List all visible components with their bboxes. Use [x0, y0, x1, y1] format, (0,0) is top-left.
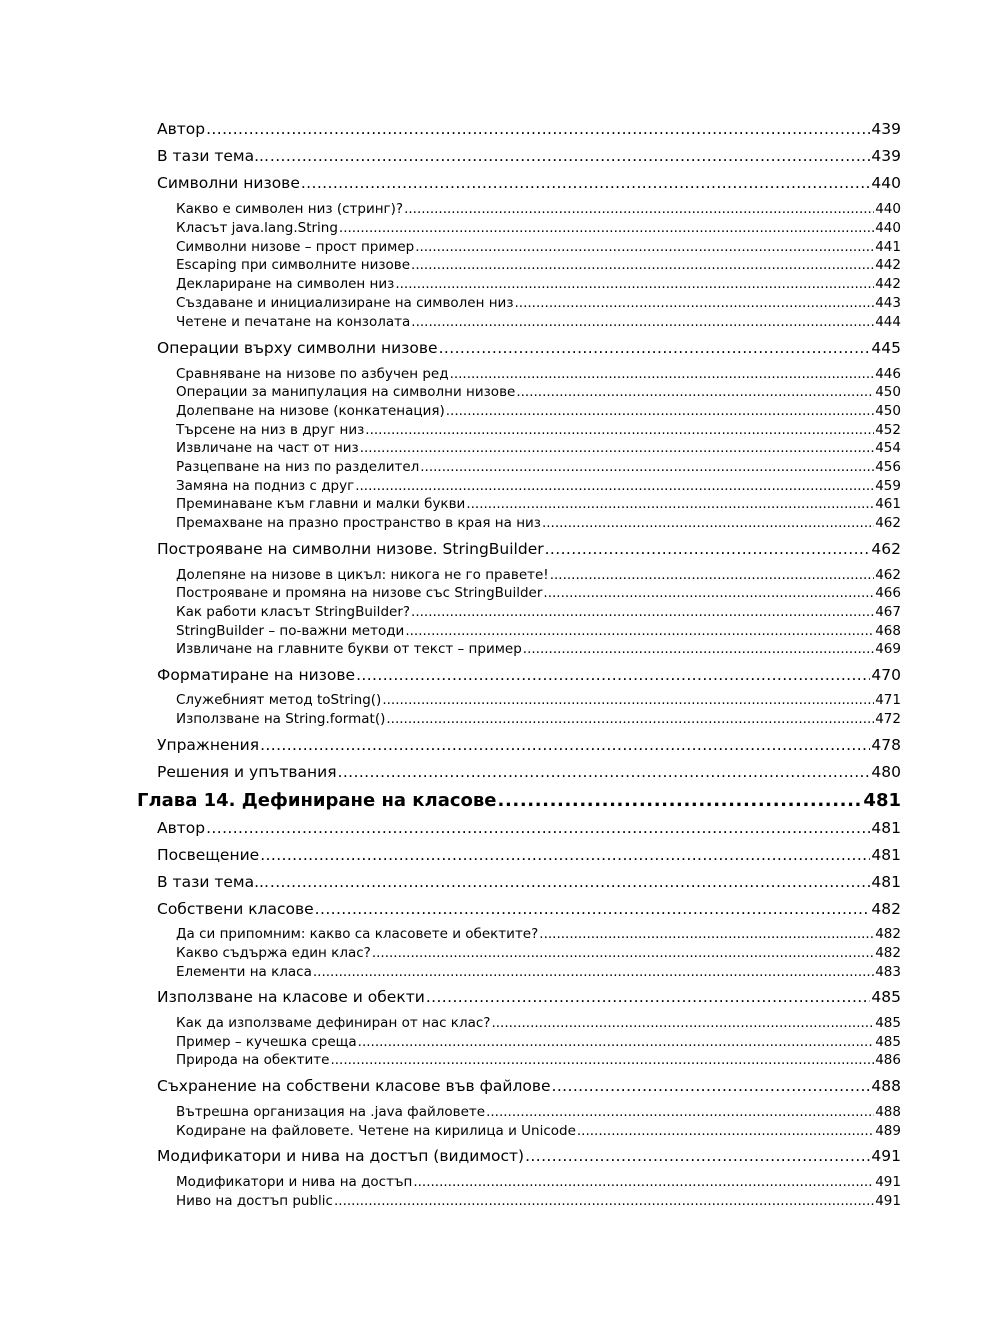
toc-entry-page: 468	[875, 623, 901, 639]
toc-entry[interactable]	[157, 1147, 901, 1165]
toc-entry-page: 485	[875, 1015, 901, 1031]
toc-entry-page: 467	[875, 604, 901, 620]
toc-subentry[interactable]	[176, 641, 901, 657]
toc-entry-page: 441	[875, 239, 901, 255]
toc-entry-title: Долепяне на низове в цикъл: никога не го правете!	[176, 567, 549, 583]
toc-entry-page: 445	[871, 339, 901, 357]
toc-entry[interactable]	[157, 1077, 901, 1095]
toc-dot-leader	[523, 641, 874, 657]
toc-entry-page: 482	[875, 926, 901, 942]
toc-entry-page: 450	[875, 403, 901, 419]
toc-entry-title: Символни низове – прост пример	[176, 239, 415, 255]
toc-dot-leader	[491, 1015, 874, 1031]
toc-entry[interactable]	[157, 873, 901, 891]
toc-subentry[interactable]	[176, 604, 901, 620]
toc-dot-leader	[356, 666, 870, 684]
toc-dot-leader	[550, 567, 875, 583]
toc-dot-leader	[498, 790, 863, 811]
toc-dot-leader	[539, 926, 874, 942]
toc-entry-title: Сравняване на низове по азбучен ред	[176, 366, 449, 382]
toc-dot-leader	[395, 276, 874, 292]
toc-dot-leader	[411, 257, 874, 273]
toc-entry-page: 440	[871, 174, 901, 192]
toc-entry-page: 489	[875, 1123, 901, 1139]
toc-entry-page: 442	[875, 257, 901, 273]
toc-entry-title: Използване на String.format()	[176, 711, 386, 727]
toc-dot-leader	[516, 384, 874, 400]
toc-dot-leader	[315, 900, 871, 918]
toc-entry-title: Построяване и промяна на низове със StringBuilder	[176, 585, 543, 601]
toc-entry-title: Упражнения	[157, 736, 260, 754]
toc-subentry[interactable]	[176, 1123, 901, 1139]
toc-entry-page: 480	[871, 763, 901, 781]
toc-dot-leader	[358, 1034, 875, 1050]
toc-entry-page: 470	[871, 666, 901, 684]
toc-subentry[interactable]	[176, 366, 901, 382]
toc-dot-leader	[515, 295, 875, 311]
toc-entry-page: 482	[871, 900, 901, 918]
toc-dot-leader	[446, 403, 874, 419]
toc-dot-leader	[542, 515, 874, 531]
toc-entry-title: Форматиране на низове	[157, 666, 356, 684]
toc-subentry[interactable]	[176, 257, 901, 273]
toc-entry-page: 440	[875, 220, 901, 236]
toc-dot-leader	[426, 988, 871, 1006]
toc-dot-leader	[313, 964, 874, 980]
toc-entry-title: Търсене на низ в друг низ	[176, 422, 365, 438]
toc-subentry[interactable]	[176, 692, 901, 708]
toc-entry-title: В тази тема...	[157, 147, 269, 165]
toc-dot-leader	[339, 220, 874, 236]
toc-subentry[interactable]	[176, 623, 901, 639]
toc-subentry[interactable]	[176, 1104, 901, 1120]
toc-dot-leader	[301, 174, 871, 192]
toc-entry[interactable]	[157, 540, 901, 558]
toc-entry-title: Операции върху символни низове	[157, 339, 438, 357]
toc-entry-title: Посвещение	[157, 846, 260, 864]
toc-entry-title: Извличане на главните букви от текст – пример	[176, 641, 522, 657]
toc-dot-leader	[450, 366, 875, 382]
toc-subentry[interactable]	[176, 496, 901, 512]
toc-entry[interactable]	[157, 174, 901, 192]
toc-entry-title: Служебният метод toString()	[176, 692, 382, 708]
toc-dot-leader	[413, 1174, 874, 1190]
toc-entry-page: 471	[875, 692, 901, 708]
toc-entry-title: Замяна на подниз с друг	[176, 478, 355, 494]
toc-entry-page: 481	[863, 790, 901, 811]
toc-entry-title: Escaping при символните низове	[176, 257, 411, 273]
toc-entry-title: Автор	[157, 819, 206, 837]
toc-entry-page: 491	[871, 1147, 901, 1165]
toc-chapter-heading[interactable]	[137, 790, 901, 811]
toc-entry-title: Построяване на символни низове. StringBuilder	[157, 540, 544, 558]
toc-entry-title: Автор	[157, 120, 206, 138]
toc-dot-leader	[334, 1193, 874, 1209]
toc-subentry[interactable]	[176, 585, 901, 601]
toc-dot-leader	[260, 736, 870, 754]
toc-entry[interactable]	[157, 736, 901, 754]
toc-subentry[interactable]	[176, 440, 901, 456]
toc-entry-page: 472	[875, 711, 901, 727]
toc-subentry[interactable]	[176, 1034, 901, 1050]
toc-subentry[interactable]	[176, 295, 901, 311]
toc-dot-leader	[420, 459, 874, 475]
toc-dot-leader	[545, 540, 871, 558]
toc-entry[interactable]	[157, 147, 901, 165]
toc-dot-leader	[360, 440, 875, 456]
toc-entry-page: 488	[875, 1104, 901, 1120]
toc-subentry[interactable]	[176, 422, 901, 438]
toc-entry-title: Долепване на низове (конкатенация)	[176, 403, 445, 419]
toc-entry-page: 483	[875, 964, 901, 980]
toc-entry-title: Собствени класове	[157, 900, 314, 918]
toc-dot-leader	[386, 711, 874, 727]
toc-entry-page: 439	[871, 120, 901, 138]
toc-dot-leader	[270, 147, 871, 165]
toc-entry-title: Модификатори и нива на достъп	[176, 1174, 413, 1190]
toc-entry-title: Съхранение на собствени класове във файлове	[157, 1077, 551, 1095]
toc-entry-title: Деклариране на символен низ	[176, 276, 395, 292]
toc-entry-title: Ниво на достъп public	[176, 1193, 333, 1209]
toc-entry-title: Премахване на празно пространство в края на низ	[176, 515, 541, 531]
toc-entry-page: 486	[875, 1052, 901, 1068]
toc-subentry[interactable]	[176, 1015, 901, 1031]
toc-entry-title: Използване на класове и обекти	[157, 988, 425, 1006]
toc-entry-title: Природа на обектите	[176, 1052, 330, 1068]
toc-dot-leader	[415, 239, 874, 255]
toc-entry-title: Символни низове	[157, 174, 300, 192]
toc-entry-page: 485	[871, 988, 901, 1006]
toc-entry-page: 456	[875, 459, 901, 475]
toc-entry-title: Извличане на част от низ	[176, 440, 359, 456]
toc-subentry[interactable]	[176, 403, 901, 419]
toc-entry-page: 442	[875, 276, 901, 292]
toc-entry-page: 462	[871, 540, 901, 558]
toc-entry[interactable]	[157, 763, 901, 781]
toc-entry-page: 466	[875, 585, 901, 601]
toc-subentry[interactable]	[176, 314, 901, 330]
toc-entry-page: 469	[875, 641, 901, 657]
toc-entry[interactable]	[157, 120, 901, 138]
toc-entry-page: 485	[875, 1034, 901, 1050]
toc-entry-page: 462	[875, 515, 901, 531]
toc-dot-leader	[577, 1123, 874, 1139]
toc-entry-page: 481	[871, 846, 901, 864]
toc-entry-title: Разцепване на низ по разделител	[176, 459, 420, 475]
toc-entry-title: Какво е символен низ (стринг)?	[176, 201, 404, 217]
toc-entry-page: 452	[875, 422, 901, 438]
toc-entry-page: 488	[871, 1077, 901, 1095]
toc-dot-leader	[355, 478, 874, 494]
toc-entry-title: StringBuilder – по-важни методи	[176, 623, 405, 639]
toc-subentry[interactable]	[176, 926, 901, 942]
toc-entry-page: 454	[875, 440, 901, 456]
toc-entry-title: Четене и печатане на конзолата	[176, 314, 411, 330]
toc-entry-page: 491	[875, 1193, 901, 1209]
toc-subentry[interactable]	[176, 515, 901, 531]
toc-dot-leader	[382, 692, 874, 708]
toc-dot-leader	[411, 604, 874, 620]
toc-entry-title: Създаване и инициализиране на символен низ	[176, 295, 514, 311]
toc-dot-leader	[405, 623, 874, 639]
toc-entry-title: В тази тема...	[157, 873, 269, 891]
toc-dot-leader	[411, 314, 874, 330]
toc-entry-title: Решения и упътвания	[157, 763, 337, 781]
toc-dot-leader	[439, 339, 871, 357]
toc-dot-leader	[206, 120, 870, 138]
toc-entry-page: 461	[875, 496, 901, 512]
toc-entry-title: Модификатори и нива на достъп (видимост)	[157, 1147, 525, 1165]
toc-dot-leader	[270, 873, 871, 891]
toc-subentry[interactable]	[176, 201, 901, 217]
toc-entry-page: 481	[871, 819, 901, 837]
toc-entry-page: 481	[871, 873, 901, 891]
toc-subentry[interactable]	[176, 1193, 901, 1209]
toc-dot-leader	[543, 585, 874, 601]
toc-subentry[interactable]	[176, 459, 901, 475]
toc-subentry[interactable]	[176, 964, 901, 980]
toc-entry-title: Как да използваме дефиниран от нас клас?	[176, 1015, 491, 1031]
toc-entry-page: 440	[875, 201, 901, 217]
toc-dot-leader	[466, 496, 874, 512]
toc-entry[interactable]	[157, 988, 901, 1006]
toc-dot-leader	[338, 763, 871, 781]
toc-dot-leader	[404, 201, 874, 217]
toc-subentry[interactable]	[176, 220, 901, 236]
toc-dot-leader	[552, 1077, 871, 1095]
toc-entry-title: Класът java.lang.String	[176, 220, 338, 236]
toc-subentry[interactable]	[176, 567, 901, 583]
toc-subentry[interactable]	[176, 384, 901, 400]
toc-entry-title: Пример – кучешка среща	[176, 1034, 357, 1050]
toc-dot-leader	[525, 1147, 870, 1165]
toc-dot-leader	[260, 846, 870, 864]
toc-subentry[interactable]	[176, 276, 901, 292]
toc-entry-page: 482	[875, 945, 901, 961]
toc-entry-title: Какво съдържа един клас?	[176, 945, 371, 961]
toc-entry-page: 446	[875, 366, 901, 382]
toc-entry-title: Кодиране на файловете. Четене на кирилица и Unicode	[176, 1123, 576, 1139]
toc-dot-leader	[372, 945, 874, 961]
toc-entry-title: Преминаване към главни и малки букви	[176, 496, 466, 512]
toc-entry-page: 443	[875, 295, 901, 311]
toc-subentry[interactable]	[176, 711, 901, 727]
toc-entry-page: 444	[875, 314, 901, 330]
toc-subentry[interactable]	[176, 1052, 901, 1068]
toc-entry[interactable]	[157, 846, 901, 864]
toc-entry[interactable]	[157, 900, 901, 918]
toc-entry[interactable]	[157, 666, 901, 684]
toc-dot-leader	[486, 1104, 874, 1120]
toc-entry-title: Вътрешна организация на .java файловете	[176, 1104, 486, 1120]
toc-entry-page: 439	[871, 147, 901, 165]
toc-dot-leader	[365, 422, 874, 438]
toc-entry-page: 478	[871, 736, 901, 754]
toc-entry-title: Елементи на класа	[176, 964, 312, 980]
toc-entry[interactable]	[157, 339, 901, 357]
toc-entry[interactable]	[157, 819, 901, 837]
toc-subentry[interactable]	[176, 478, 901, 494]
toc-entry-title: Да си припомним: какво са класовете и обектите?	[176, 926, 539, 942]
toc-subentry[interactable]	[176, 239, 901, 255]
toc-subentry[interactable]	[176, 945, 901, 961]
toc-entry-page: 459	[875, 478, 901, 494]
toc-entry-page: 462	[875, 567, 901, 583]
toc-entry-page: 491	[875, 1174, 901, 1190]
toc-dot-leader	[206, 819, 870, 837]
toc-subentry[interactable]	[176, 1174, 901, 1190]
toc-dot-leader	[330, 1052, 874, 1068]
toc-entry-title: Операции за манипулация на символни низове	[176, 384, 516, 400]
toc-entry-title: Как работи класът StringBuilder?	[176, 604, 411, 620]
toc-entry-title: Глава 14. Дефиниране на класове	[137, 790, 497, 811]
toc-entry-page: 450	[875, 384, 901, 400]
